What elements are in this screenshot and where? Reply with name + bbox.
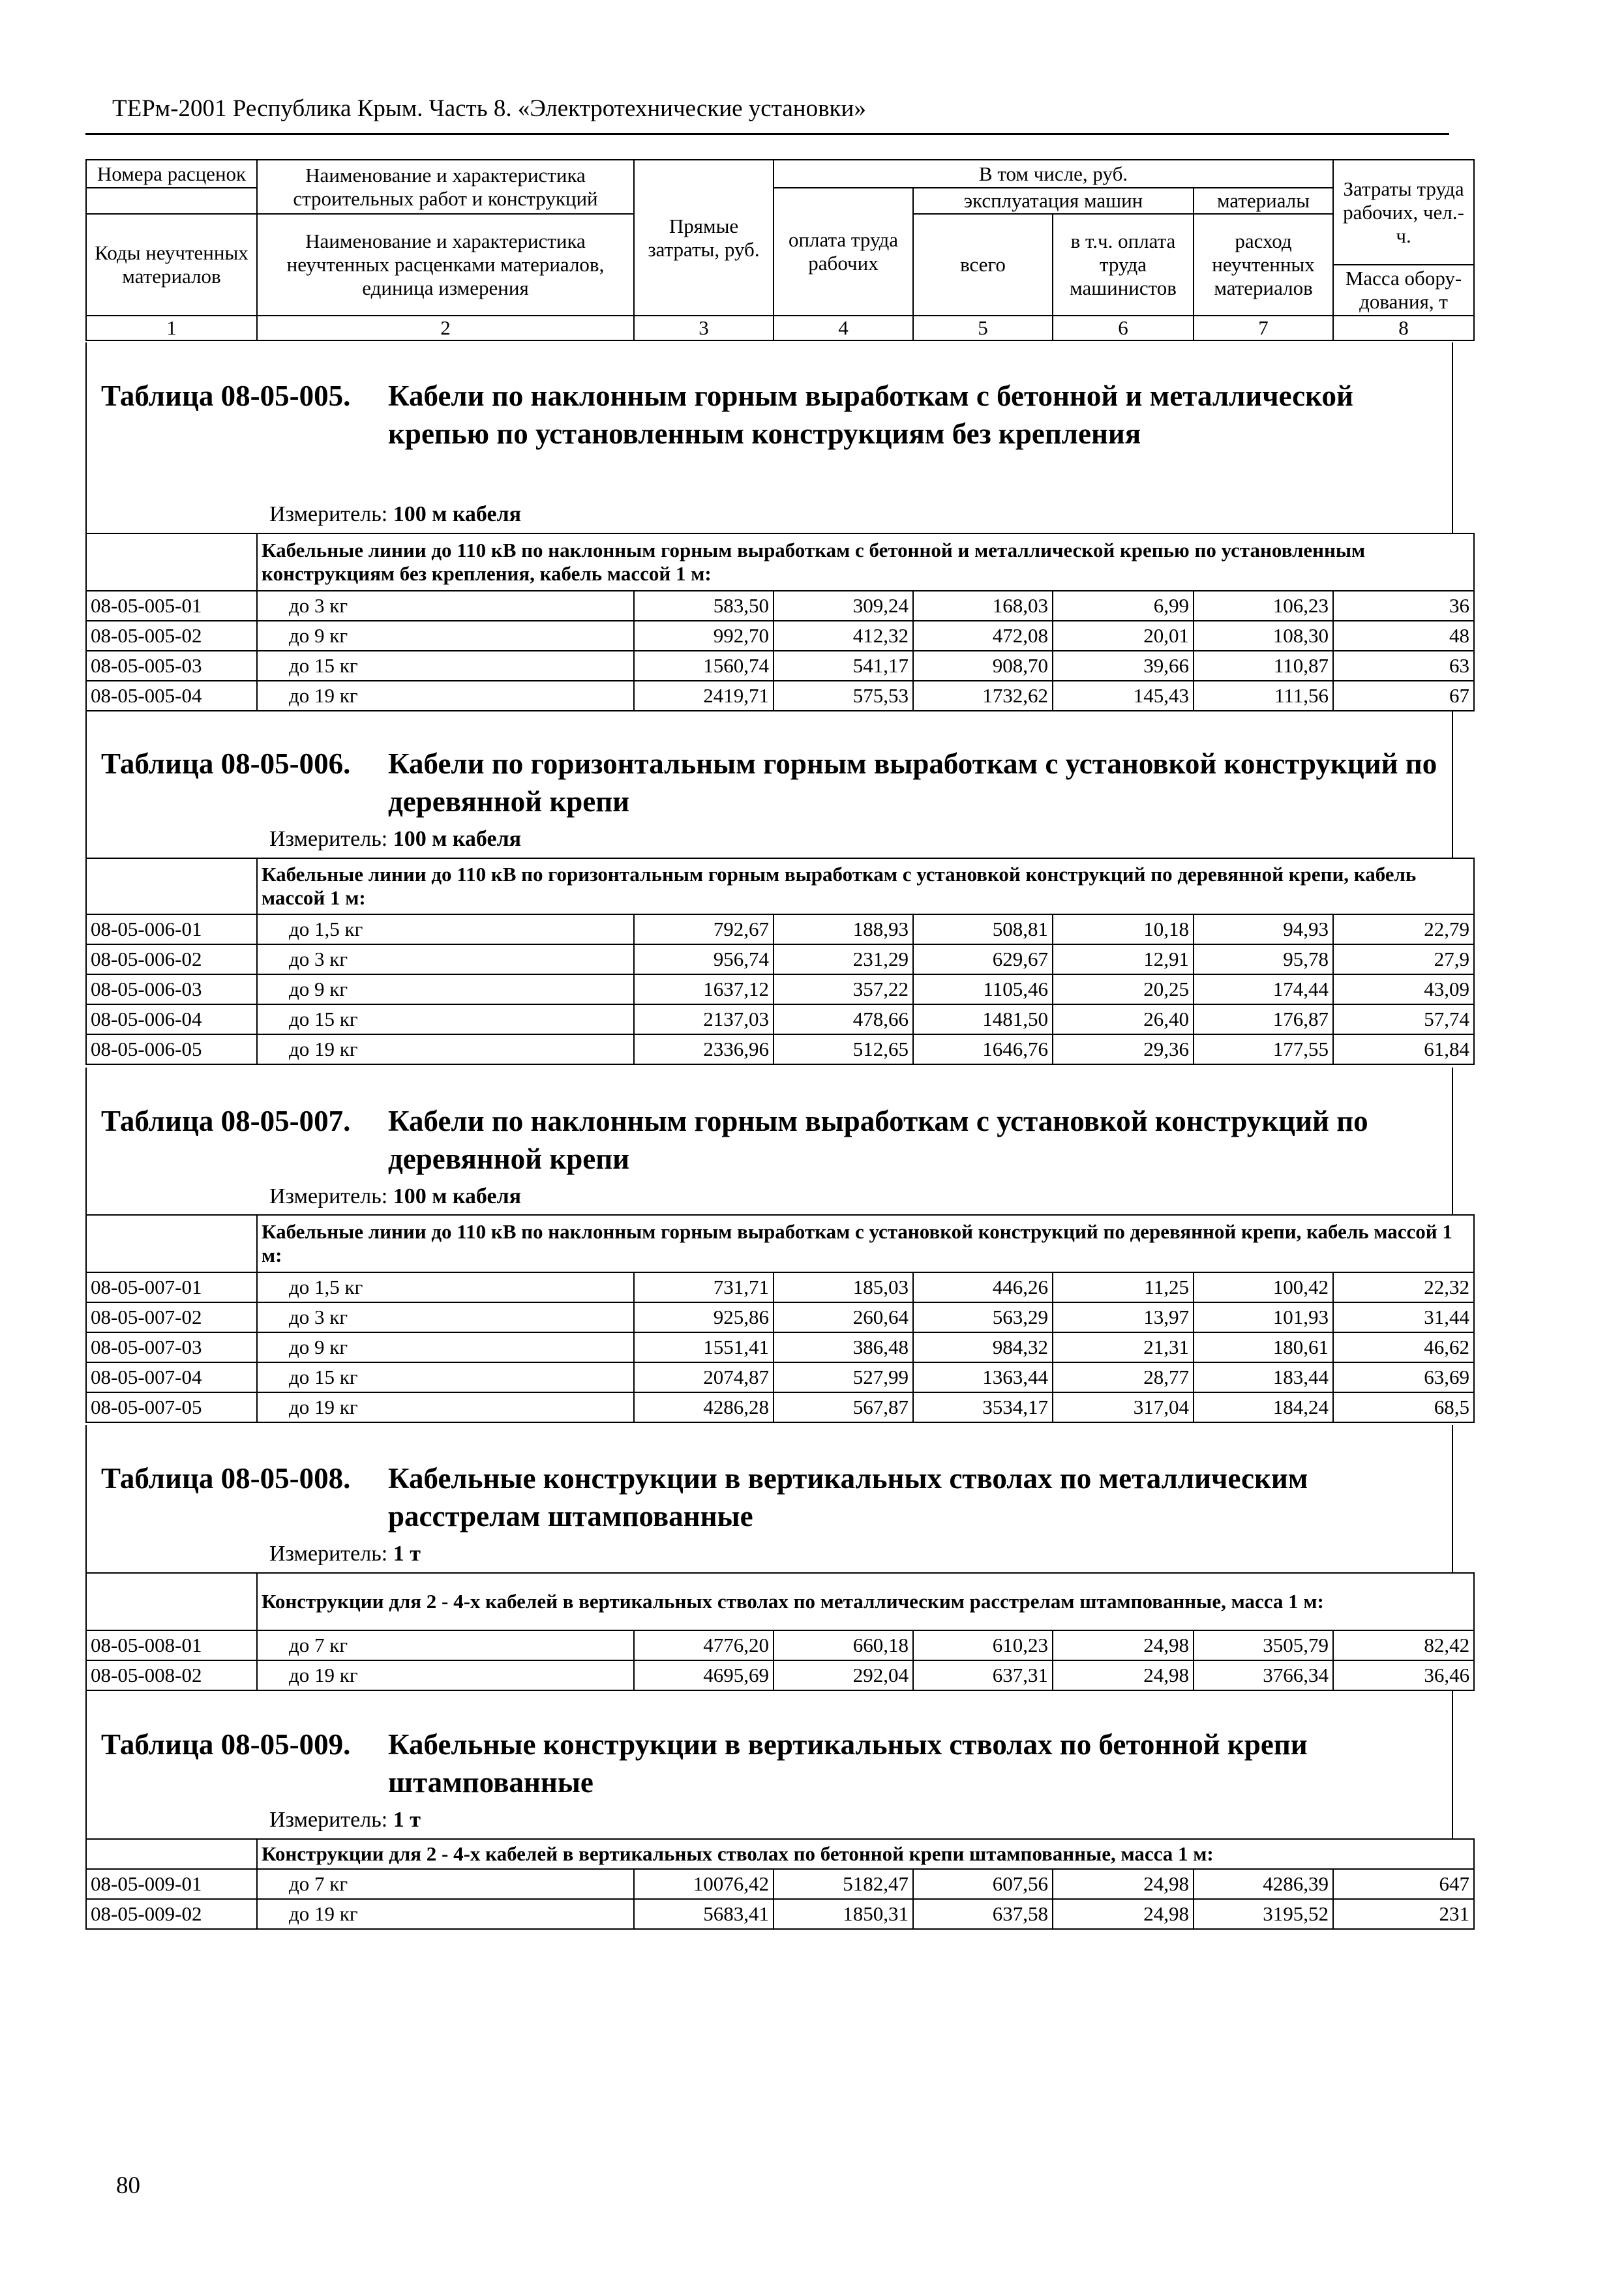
table-title-text: Кабели по горизонтальным горным выработкам с установкой конструкций по деревянной крепи xyxy=(388,747,1437,818)
group-description: Кабельные линии до 110 кВ по наклонным горным выработкам с бетонной и металлической крепью по установленным конструкциям без крепления, кабель массой 1 м: xyxy=(257,533,1474,591)
table-meter xyxy=(269,1542,421,1566)
labor-hours: 27,9 xyxy=(1333,944,1474,974)
rate-name: до 1,5 кг xyxy=(257,914,634,944)
table-title-text: Кабели по наклонным горным выработкам с бетонной и металлической крепью по установленным конструкциям без крепления xyxy=(388,380,1353,450)
rates-table xyxy=(85,1214,1475,1423)
rate-code: 08-05-007-02 xyxy=(86,1302,257,1332)
machines-total: 563,29 xyxy=(913,1302,1053,1332)
col-number: 3 xyxy=(634,316,774,340)
table-row xyxy=(86,974,1474,1004)
direct-cost: 2419,71 xyxy=(634,681,774,711)
meter-label: Измеритель: xyxy=(269,1808,388,1832)
page-number: 80 xyxy=(116,2172,140,2199)
column-header-table xyxy=(85,159,1475,341)
materials-cost: 3195,52 xyxy=(1194,1899,1333,1929)
operators-pay: 28,77 xyxy=(1053,1362,1194,1392)
materials-cost: 3766,34 xyxy=(1194,1660,1333,1690)
materials-cost: 111,56 xyxy=(1194,681,1333,711)
materials-cost: 94,93 xyxy=(1194,914,1333,944)
materials-cost: 95,78 xyxy=(1194,944,1333,974)
group-code-cell xyxy=(86,1215,257,1272)
labor-hours: 63 xyxy=(1333,651,1474,681)
col-number: 4 xyxy=(774,316,913,340)
materials-header: материалы xyxy=(1194,188,1333,214)
group-code-cell xyxy=(86,1573,257,1630)
rate-code: 08-05-007-05 xyxy=(86,1392,257,1422)
materials-cost: 106,23 xyxy=(1194,591,1333,621)
rate-code: 08-05-007-01 xyxy=(86,1272,257,1302)
materials-cost: 108,30 xyxy=(1194,621,1333,651)
group-description: Конструкции для 2 - 4-х кабелей в вертикальных стволах по металлическим расстрелам штампованные, масса 1 м: xyxy=(257,1573,1474,1630)
rate-code: 08-05-006-03 xyxy=(86,974,257,1004)
labor-pay: 527,99 xyxy=(774,1362,913,1392)
operators-pay: 13,97 xyxy=(1053,1302,1194,1332)
labor-pay: 309,24 xyxy=(774,591,913,621)
col8-top-header: Затраты труда рабочих, чел.-ч. xyxy=(1333,160,1474,265)
table-title xyxy=(101,1726,1458,1801)
labor-hours: 22,79 xyxy=(1333,914,1474,944)
operators-pay: 26,40 xyxy=(1053,1004,1194,1034)
labor-hours: 43,09 xyxy=(1333,974,1474,1004)
operators-pay: 24,98 xyxy=(1053,1630,1194,1660)
labor-pay: 357,22 xyxy=(774,974,913,1004)
labor-pay: 386,48 xyxy=(774,1332,913,1362)
rate-code: 08-05-005-02 xyxy=(86,621,257,651)
table-row xyxy=(86,591,1474,621)
table-number: Таблица 08-05-006. xyxy=(101,747,351,780)
col8-bottom-header: Масса обору-дования, т xyxy=(1333,265,1474,316)
rate-name: до 15 кг xyxy=(257,651,634,681)
operators-pay: 20,01 xyxy=(1053,621,1194,651)
table-row xyxy=(86,1869,1474,1899)
labor-pay: 185,03 xyxy=(774,1272,913,1302)
rate-code: 08-05-006-02 xyxy=(86,944,257,974)
col-number: 5 xyxy=(913,316,1053,340)
labor-pay: 412,32 xyxy=(774,621,913,651)
table-title-text: Кабельные конструкции в вертикальных стволах по металлическим расстрелам штампованные xyxy=(388,1462,1308,1533)
rate-code: 08-05-009-01 xyxy=(86,1869,257,1899)
rate-name: до 19 кг xyxy=(257,1899,634,1929)
table-number: Таблица 08-05-008. xyxy=(101,1462,351,1495)
meter-label: Измеритель: xyxy=(269,827,388,851)
direct-cost: 5683,41 xyxy=(634,1899,774,1929)
machines-total: 908,70 xyxy=(913,651,1053,681)
direct-cost: 956,74 xyxy=(634,944,774,974)
labor-hours: 63,69 xyxy=(1333,1362,1474,1392)
labor-hours: 61,84 xyxy=(1333,1034,1474,1064)
labor-pay: 188,93 xyxy=(774,914,913,944)
rate-name: до 7 кг xyxy=(257,1630,634,1660)
group-description: Кабельные линии до 110 кВ по наклонным горным выработкам с установкой конструкций по деревянной крепи, кабель массой 1 м: xyxy=(257,1215,1474,1272)
rate-name: до 9 кг xyxy=(257,1332,634,1362)
machines-total: 472,08 xyxy=(913,621,1053,651)
col7-header: расход неучтенных материалов xyxy=(1194,214,1333,316)
direct-cost: 1637,12 xyxy=(634,974,774,1004)
group-code-cell xyxy=(86,858,257,914)
meter-label: Измеритель: xyxy=(269,502,388,526)
rate-code: 08-05-009-02 xyxy=(86,1899,257,1929)
rate-code: 08-05-005-04 xyxy=(86,681,257,711)
table-row xyxy=(86,1302,1474,1332)
machines-total: 508,81 xyxy=(913,914,1053,944)
table-row xyxy=(86,1272,1474,1302)
col3-header: Прямые затраты, руб. xyxy=(634,160,774,316)
labor-hours: 46,62 xyxy=(1333,1332,1474,1362)
table-number: Таблица 08-05-005. xyxy=(101,380,351,412)
meter-label: Измеритель: xyxy=(269,1542,388,1566)
rates-table xyxy=(85,858,1475,1065)
rate-code: 08-05-005-01 xyxy=(86,591,257,621)
labor-pay: 478,66 xyxy=(774,1004,913,1034)
col5-header: всего xyxy=(913,214,1053,316)
direct-cost: 992,70 xyxy=(634,621,774,651)
rate-code: 08-05-007-04 xyxy=(86,1362,257,1392)
materials-cost: 184,24 xyxy=(1194,1392,1333,1422)
labor-hours: 31,44 xyxy=(1333,1302,1474,1332)
rate-code: 08-05-008-02 xyxy=(86,1660,257,1690)
table-title xyxy=(101,1459,1458,1535)
meter-value: 100 м кабеля xyxy=(393,1184,522,1208)
labor-hours: 68,5 xyxy=(1333,1392,1474,1422)
labor-pay: 1850,31 xyxy=(774,1899,913,1929)
table-row xyxy=(86,1392,1474,1422)
direct-cost: 583,50 xyxy=(634,591,774,621)
table-row xyxy=(86,621,1474,651)
table-number: Таблица 08-05-009. xyxy=(101,1728,351,1761)
labor-hours: 647 xyxy=(1333,1869,1474,1899)
direct-cost: 4695,69 xyxy=(634,1660,774,1690)
group-description: Конструкции для 2 - 4-х кабелей в вертикальных стволах по бетонной крепи штампованные, масса 1 м: xyxy=(257,1839,1474,1869)
rate-name: до 9 кг xyxy=(257,621,634,651)
machines-total: 3534,17 xyxy=(913,1392,1053,1422)
machines-header: эксплуатация машин xyxy=(913,188,1194,214)
table-number: Таблица 08-05-007. xyxy=(101,1105,351,1137)
rate-name: до 19 кг xyxy=(257,1660,634,1690)
materials-cost: 101,93 xyxy=(1194,1302,1333,1332)
machines-total: 637,58 xyxy=(913,1899,1053,1929)
rate-name: до 19 кг xyxy=(257,1034,634,1064)
rate-code: 08-05-008-01 xyxy=(86,1630,257,1660)
table-title xyxy=(101,745,1458,820)
rate-code: 08-05-007-03 xyxy=(86,1332,257,1362)
labor-hours: 48 xyxy=(1333,621,1474,651)
rate-code: 08-05-006-04 xyxy=(86,1004,257,1034)
rate-name: до 7 кг xyxy=(257,1869,634,1899)
col2-top-header: Наименование и характеристика строительных работ и конструкций xyxy=(257,160,634,214)
operators-pay: 317,04 xyxy=(1053,1392,1194,1422)
rate-name: до 3 кг xyxy=(257,1302,634,1332)
operators-pay: 24,98 xyxy=(1053,1899,1194,1929)
labor-hours: 36,46 xyxy=(1333,1660,1474,1690)
materials-cost: 100,42 xyxy=(1194,1272,1333,1302)
direct-cost: 1560,74 xyxy=(634,651,774,681)
labor-pay: 260,64 xyxy=(774,1302,913,1332)
table-meter xyxy=(269,1808,421,1833)
direct-cost: 4776,20 xyxy=(634,1630,774,1660)
machines-total: 1363,44 xyxy=(913,1362,1053,1392)
materials-cost: 110,87 xyxy=(1194,651,1333,681)
direct-cost: 2074,87 xyxy=(634,1362,774,1392)
group-code-cell xyxy=(86,533,257,591)
col1-top-header-cont xyxy=(86,188,257,214)
materials-cost: 177,55 xyxy=(1194,1034,1333,1064)
meter-value: 1 т xyxy=(393,1542,421,1566)
machines-total: 446,26 xyxy=(913,1272,1053,1302)
operators-pay: 24,98 xyxy=(1053,1869,1194,1899)
operators-pay: 12,91 xyxy=(1053,944,1194,974)
table-row xyxy=(86,944,1474,974)
table-row xyxy=(86,914,1474,944)
machines-total: 168,03 xyxy=(913,591,1053,621)
labor-pay: 5182,47 xyxy=(774,1869,913,1899)
machines-total: 1105,46 xyxy=(913,974,1053,1004)
rates-table xyxy=(85,1838,1475,1930)
col-number: 6 xyxy=(1053,316,1194,340)
machines-total: 637,31 xyxy=(913,1660,1053,1690)
col1-bottom-header: Коды неучтенных материалов xyxy=(86,214,257,316)
direct-cost: 2137,03 xyxy=(634,1004,774,1034)
rates-table xyxy=(85,1572,1475,1691)
materials-cost: 183,44 xyxy=(1194,1362,1333,1392)
operators-pay: 39,66 xyxy=(1053,651,1194,681)
labor-hours: 231 xyxy=(1333,1899,1474,1929)
rate-code: 08-05-006-01 xyxy=(86,914,257,944)
table-row xyxy=(86,1332,1474,1362)
col-number: 7 xyxy=(1194,316,1333,340)
col2-bottom-header: Наименование и характеристика неучтенных расценками материалов, единица измерения xyxy=(257,214,634,316)
document-header: ТЕРм-2001 Республика Крым. Часть 8. «Электротехнические установки» xyxy=(112,95,866,122)
col-number: 2 xyxy=(257,316,634,340)
materials-cost: 3505,79 xyxy=(1194,1630,1333,1660)
table-title-text: Кабели по наклонным горным выработкам с установкой конструкций по деревянной крепи xyxy=(388,1105,1368,1175)
table-meter xyxy=(269,1184,521,1209)
table-row xyxy=(86,1899,1474,1929)
rate-name: до 19 кг xyxy=(257,1392,634,1422)
labor-hours: 82,42 xyxy=(1333,1630,1474,1660)
table-title xyxy=(101,377,1458,453)
col-number: 1 xyxy=(86,316,257,340)
meter-value: 100 м кабеля xyxy=(393,827,522,851)
table-row xyxy=(86,1034,1474,1064)
labor-pay: 541,17 xyxy=(774,651,913,681)
table-title xyxy=(101,1102,1458,1178)
table-row xyxy=(86,651,1474,681)
col-number: 8 xyxy=(1333,316,1474,340)
labor-hours: 36 xyxy=(1333,591,1474,621)
machines-total: 1732,62 xyxy=(913,681,1053,711)
materials-cost: 174,44 xyxy=(1194,974,1333,1004)
included-header: В том числе, руб. xyxy=(774,160,1333,188)
operators-pay: 21,31 xyxy=(1053,1332,1194,1362)
machines-total: 1646,76 xyxy=(913,1034,1053,1064)
labor-hours: 67 xyxy=(1333,681,1474,711)
table-row xyxy=(86,1660,1474,1690)
group-description: Кабельные линии до 110 кВ по горизонтальным горным выработкам с установкой конструкций по деревянной крепи, кабель массой 1 м: xyxy=(257,858,1474,914)
table-row xyxy=(86,1004,1474,1034)
operators-pay: 145,43 xyxy=(1053,681,1194,711)
col4-header: оплата труда рабочих xyxy=(774,188,913,316)
operators-pay: 11,25 xyxy=(1053,1272,1194,1302)
labor-pay: 575,53 xyxy=(774,681,913,711)
rate-name: до 3 кг xyxy=(257,591,634,621)
table-meter xyxy=(269,827,521,852)
meter-value: 100 м кабеля xyxy=(393,502,522,526)
machines-total: 984,32 xyxy=(913,1332,1053,1362)
header-rule xyxy=(85,133,1449,135)
rate-code: 08-05-005-03 xyxy=(86,651,257,681)
rate-name: до 3 кг xyxy=(257,944,634,974)
materials-cost: 180,61 xyxy=(1194,1332,1333,1362)
labor-hours: 57,74 xyxy=(1333,1004,1474,1034)
labor-pay: 512,65 xyxy=(774,1034,913,1064)
rate-name: до 1,5 кг xyxy=(257,1272,634,1302)
machines-total: 629,67 xyxy=(913,944,1053,974)
operators-pay: 10,18 xyxy=(1053,914,1194,944)
labor-pay: 231,29 xyxy=(774,944,913,974)
rate-name: до 19 кг xyxy=(257,681,634,711)
rate-name: до 15 кг xyxy=(257,1004,634,1034)
col1-top-header: Номера расценок xyxy=(86,160,257,188)
labor-hours: 22,32 xyxy=(1333,1272,1474,1302)
direct-cost: 2336,96 xyxy=(634,1034,774,1064)
materials-cost: 4286,39 xyxy=(1194,1869,1333,1899)
direct-cost: 10076,42 xyxy=(634,1869,774,1899)
machines-total: 1481,50 xyxy=(913,1004,1053,1034)
operators-pay: 20,25 xyxy=(1053,974,1194,1004)
table-meter xyxy=(269,502,521,527)
direct-cost: 1551,41 xyxy=(634,1332,774,1362)
meter-label: Измеритель: xyxy=(269,1184,388,1208)
table-row xyxy=(86,681,1474,711)
operators-pay: 24,98 xyxy=(1053,1660,1194,1690)
direct-cost: 792,67 xyxy=(634,914,774,944)
direct-cost: 731,71 xyxy=(634,1272,774,1302)
table-row xyxy=(86,1362,1474,1392)
operators-pay: 29,36 xyxy=(1053,1034,1194,1064)
rate-name: до 15 кг xyxy=(257,1362,634,1392)
rates-table xyxy=(85,533,1475,711)
direct-cost: 925,86 xyxy=(634,1302,774,1332)
operators-pay: 6,99 xyxy=(1053,591,1194,621)
table-title-text: Кабельные конструкции в вертикальных стволах по бетонной крепи штампованные xyxy=(388,1728,1308,1799)
labor-pay: 292,04 xyxy=(774,1660,913,1690)
table-row xyxy=(86,1630,1474,1660)
rate-code: 08-05-006-05 xyxy=(86,1034,257,1064)
machines-total: 610,23 xyxy=(913,1630,1053,1660)
machines-total: 607,56 xyxy=(913,1869,1053,1899)
col6-header: в т.ч. оплата труда машинистов xyxy=(1053,214,1194,316)
labor-pay: 660,18 xyxy=(774,1630,913,1660)
group-code-cell xyxy=(86,1839,257,1869)
rate-name: до 9 кг xyxy=(257,974,634,1004)
direct-cost: 4286,28 xyxy=(634,1392,774,1422)
labor-pay: 567,87 xyxy=(774,1392,913,1422)
meter-value: 1 т xyxy=(393,1808,421,1832)
materials-cost: 176,87 xyxy=(1194,1004,1333,1034)
